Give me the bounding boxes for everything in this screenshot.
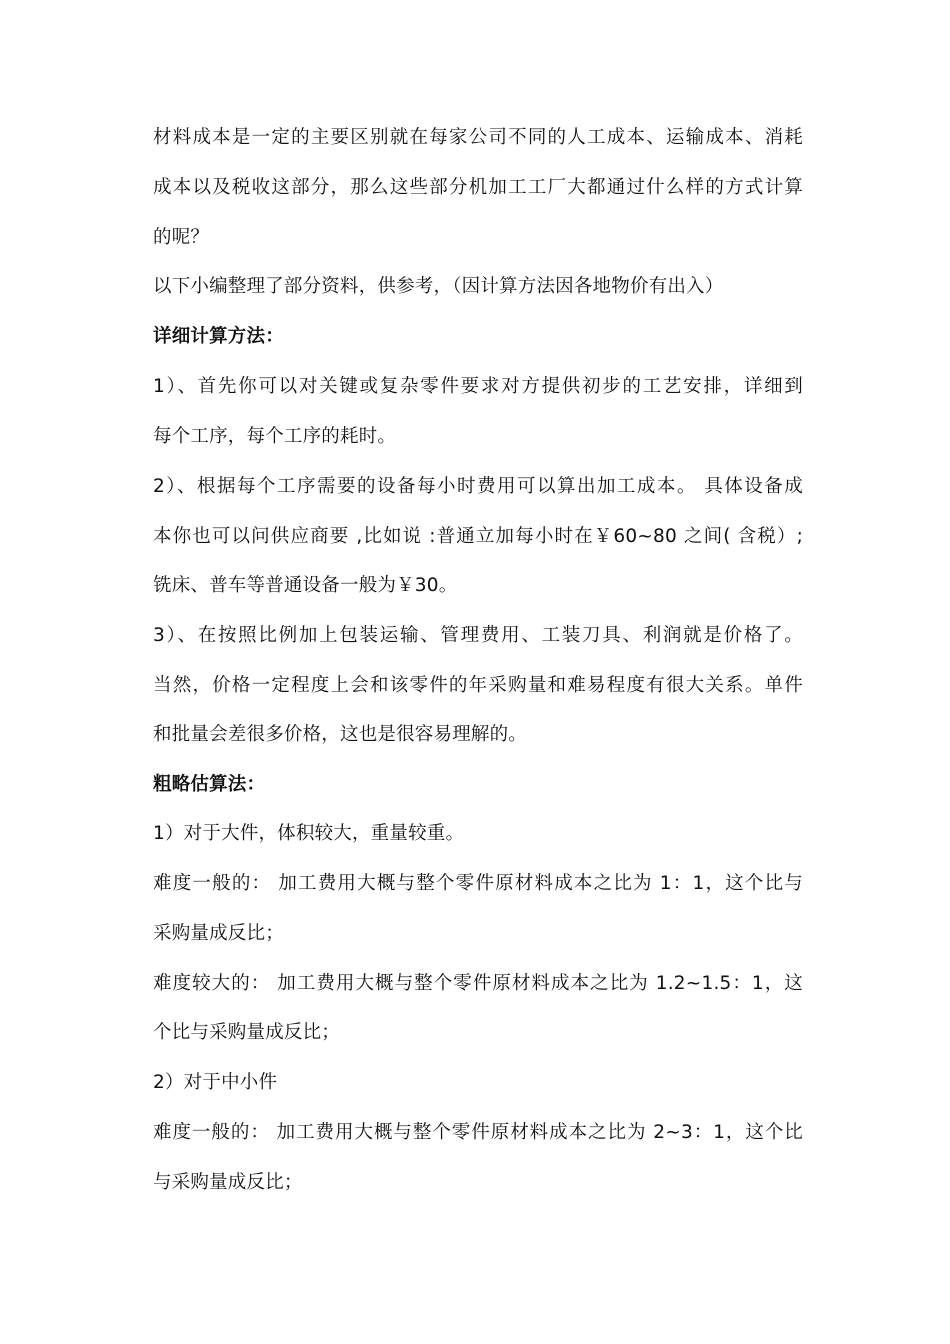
section-heading: 详细计算方法： (153, 326, 284, 347)
paragraph-line: 3）、在按照比例加上包装运输、管理费用、工装刀具、利润就是价格了。 (153, 625, 803, 646)
paragraph-line: 和批量会差很多价格，这也是很容易理解的。 (153, 724, 528, 745)
paragraph-line: 与采购量成反比； (153, 1172, 303, 1193)
paragraph-line: 铣床、普车等普通设备一般为￥30。 (153, 575, 458, 596)
paragraph-line: 2）、根据每个工序需要的设备每小时费用可以算出加工成本。 具体设备成 (153, 476, 803, 497)
paragraph-line: 以下小编整理了部分资料，供参考，（因计算方法因各地物价有出入） (153, 276, 724, 297)
paragraph-line: 采购量成反比； (153, 923, 284, 944)
paragraph-line: 每个工序，每个工序的耗时。 (153, 426, 397, 447)
paragraph-line: 难度一般的： 加工费用大概与整个零件原材料成本之比为 2~3：1，这个比 (153, 1122, 803, 1143)
paragraph-line: 个比与采购量成反比； (153, 1022, 341, 1043)
section-heading: 粗略估算法： (153, 774, 266, 795)
paragraph-line: 当然，价格一定程度上会和该零件的年采购量和难易程度有很大关系。单件 (153, 675, 803, 696)
paragraph-line: 2）对于中小件 (153, 1072, 278, 1093)
paragraph-line: 成本以及税收这部分，那么这些部分机加工工厂大都通过什么样的方式计算 (153, 177, 803, 198)
paragraph-line: 1）对于大件，体积较大，重量较重。 (153, 823, 465, 844)
paragraph-line: 1）、首先你可以对关键或复杂零件要求对方提供初步的工艺安排，详细到 (153, 376, 803, 397)
paragraph-line: 材料成本是一定的主要区别就在每家公司不同的人工成本、运输成本、消耗 (153, 127, 803, 148)
paragraph-line: 难度一般的： 加工费用大概与整个零件原材料成本之比为 1：1，这个比与 (153, 873, 803, 894)
paragraph-line: 本你也可以问供应商要 ,比如说 :普通立加每小时在￥60~80 之间( 含税）; (153, 526, 803, 547)
paragraph-line: 的呢？ (153, 227, 210, 248)
paragraph-line: 难度较大的： 加工费用大概与整个零件原材料成本之比为 1.2~1.5：1，这 (153, 973, 803, 994)
